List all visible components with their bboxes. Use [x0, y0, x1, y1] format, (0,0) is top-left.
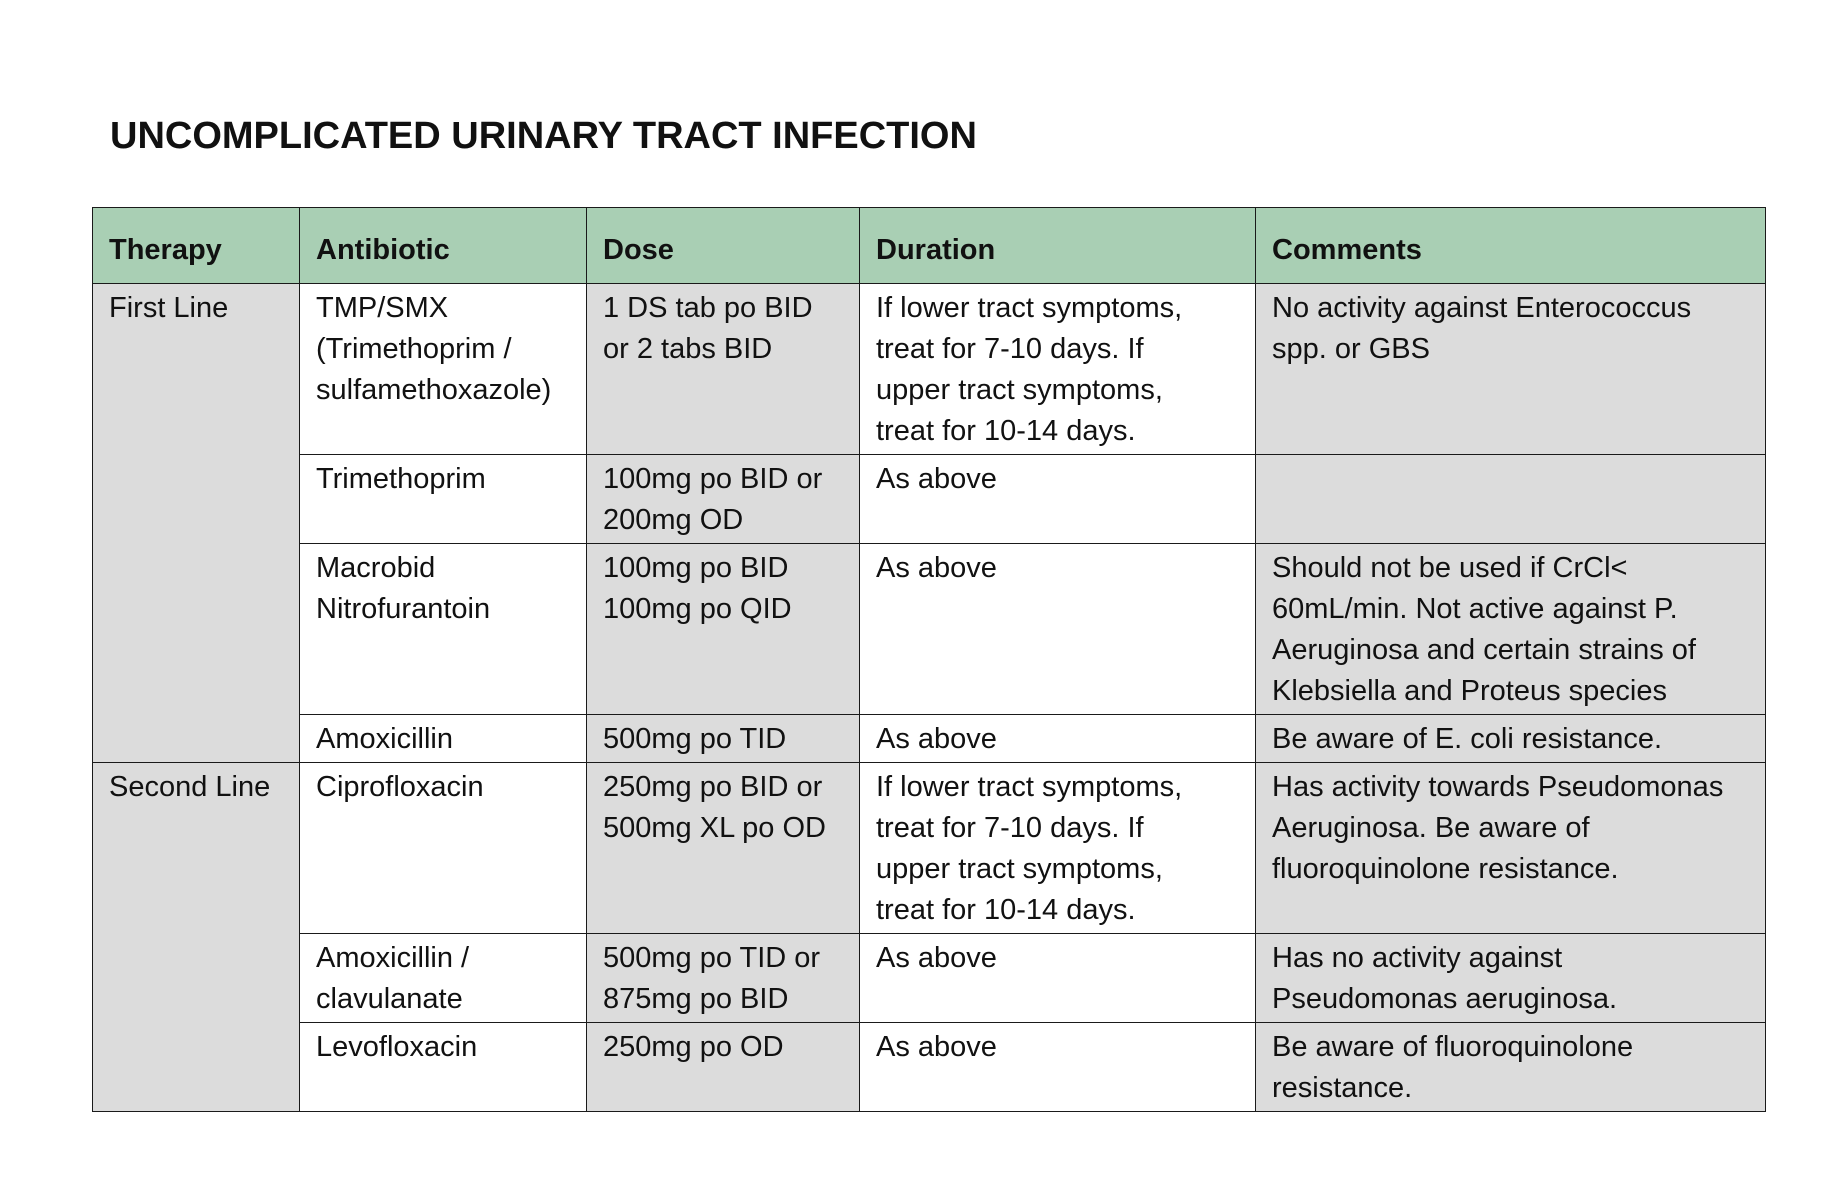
table-row [93, 934, 1766, 1023]
therapy-cell-first-line: First Line [93, 284, 300, 763]
antibiotic-cell: Macrobid Nitrofurantoin [300, 544, 587, 715]
dose-cell: 250mg po OD [587, 1023, 860, 1112]
header-antibiotic: Antibiotic [300, 208, 587, 284]
comments-cell: No activity against Enterococcus spp. or GBS [1256, 284, 1766, 455]
page-title: UNCOMPLICATED URINARY TRACT INFECTION [110, 115, 977, 157]
antibiotic-therapy-table [92, 207, 1766, 1112]
antibiotic-cell: Trimethoprim [300, 455, 587, 544]
antibiotic-cell: Ciprofloxacin [300, 763, 587, 934]
dose-cell: 500mg po TID [587, 715, 860, 763]
dose-cell: 100mg po BID or 200mg OD [587, 455, 860, 544]
duration-cell: As above [860, 715, 1256, 763]
antibiotic-cell: Levofloxacin [300, 1023, 587, 1112]
header-therapy: Therapy [93, 208, 300, 284]
dose-cell: 250mg po BID or 500mg XL po OD [587, 763, 860, 934]
table-row [93, 455, 1766, 544]
antibiotic-cell: Amoxicillin / clavulanate [300, 934, 587, 1023]
comments-cell: Has no activity against Pseudomonas aeruginosa. [1256, 934, 1766, 1023]
comments-cell: Has activity towards Pseudomonas Aeruginosa. Be aware of fluoroquinolone resistance. [1256, 763, 1766, 934]
antibiotic-cell: TMP/SMX (Trimethoprim / sulfamethoxazole) [300, 284, 587, 455]
duration-cell: As above [860, 455, 1256, 544]
table-header-row [93, 208, 1766, 284]
dose-cell: 1 DS tab po BID or 2 tabs BID [587, 284, 860, 455]
comments-cell: Be aware of E. coli resistance. [1256, 715, 1766, 763]
table-row [93, 284, 1766, 455]
header-comments: Comments [1256, 208, 1766, 284]
dose-cell: 500mg po TID or 875mg po BID [587, 934, 860, 1023]
comments-cell: Be aware of fluoroquinolone resistance. [1256, 1023, 1766, 1112]
dose-cell: 100mg po BID 100mg po QID [587, 544, 860, 715]
antibiotic-cell: Amoxicillin [300, 715, 587, 763]
table-row [93, 715, 1766, 763]
duration-cell: If lower tract symptoms, treat for 7-10 days. If upper tract symptoms, treat for 10-14 days. [860, 763, 1256, 934]
duration-cell: As above [860, 1023, 1256, 1112]
duration-cell: If lower tract symptoms, treat for 7-10 days. If upper tract symptoms, treat for 10-14 days. [860, 284, 1256, 455]
table-row [93, 763, 1766, 934]
comments-cell [1256, 455, 1766, 544]
table-row [93, 1023, 1766, 1112]
table-row [93, 544, 1766, 715]
therapy-cell-second-line: Second Line [93, 763, 300, 1112]
duration-cell: As above [860, 934, 1256, 1023]
header-duration: Duration [860, 208, 1256, 284]
comments-cell: Should not be used if CrCl< 60mL/min. Not active against P. Aeruginosa and certain strains of Klebsiella and Proteus species [1256, 544, 1766, 715]
header-dose: Dose [587, 208, 860, 284]
duration-cell: As above [860, 544, 1256, 715]
